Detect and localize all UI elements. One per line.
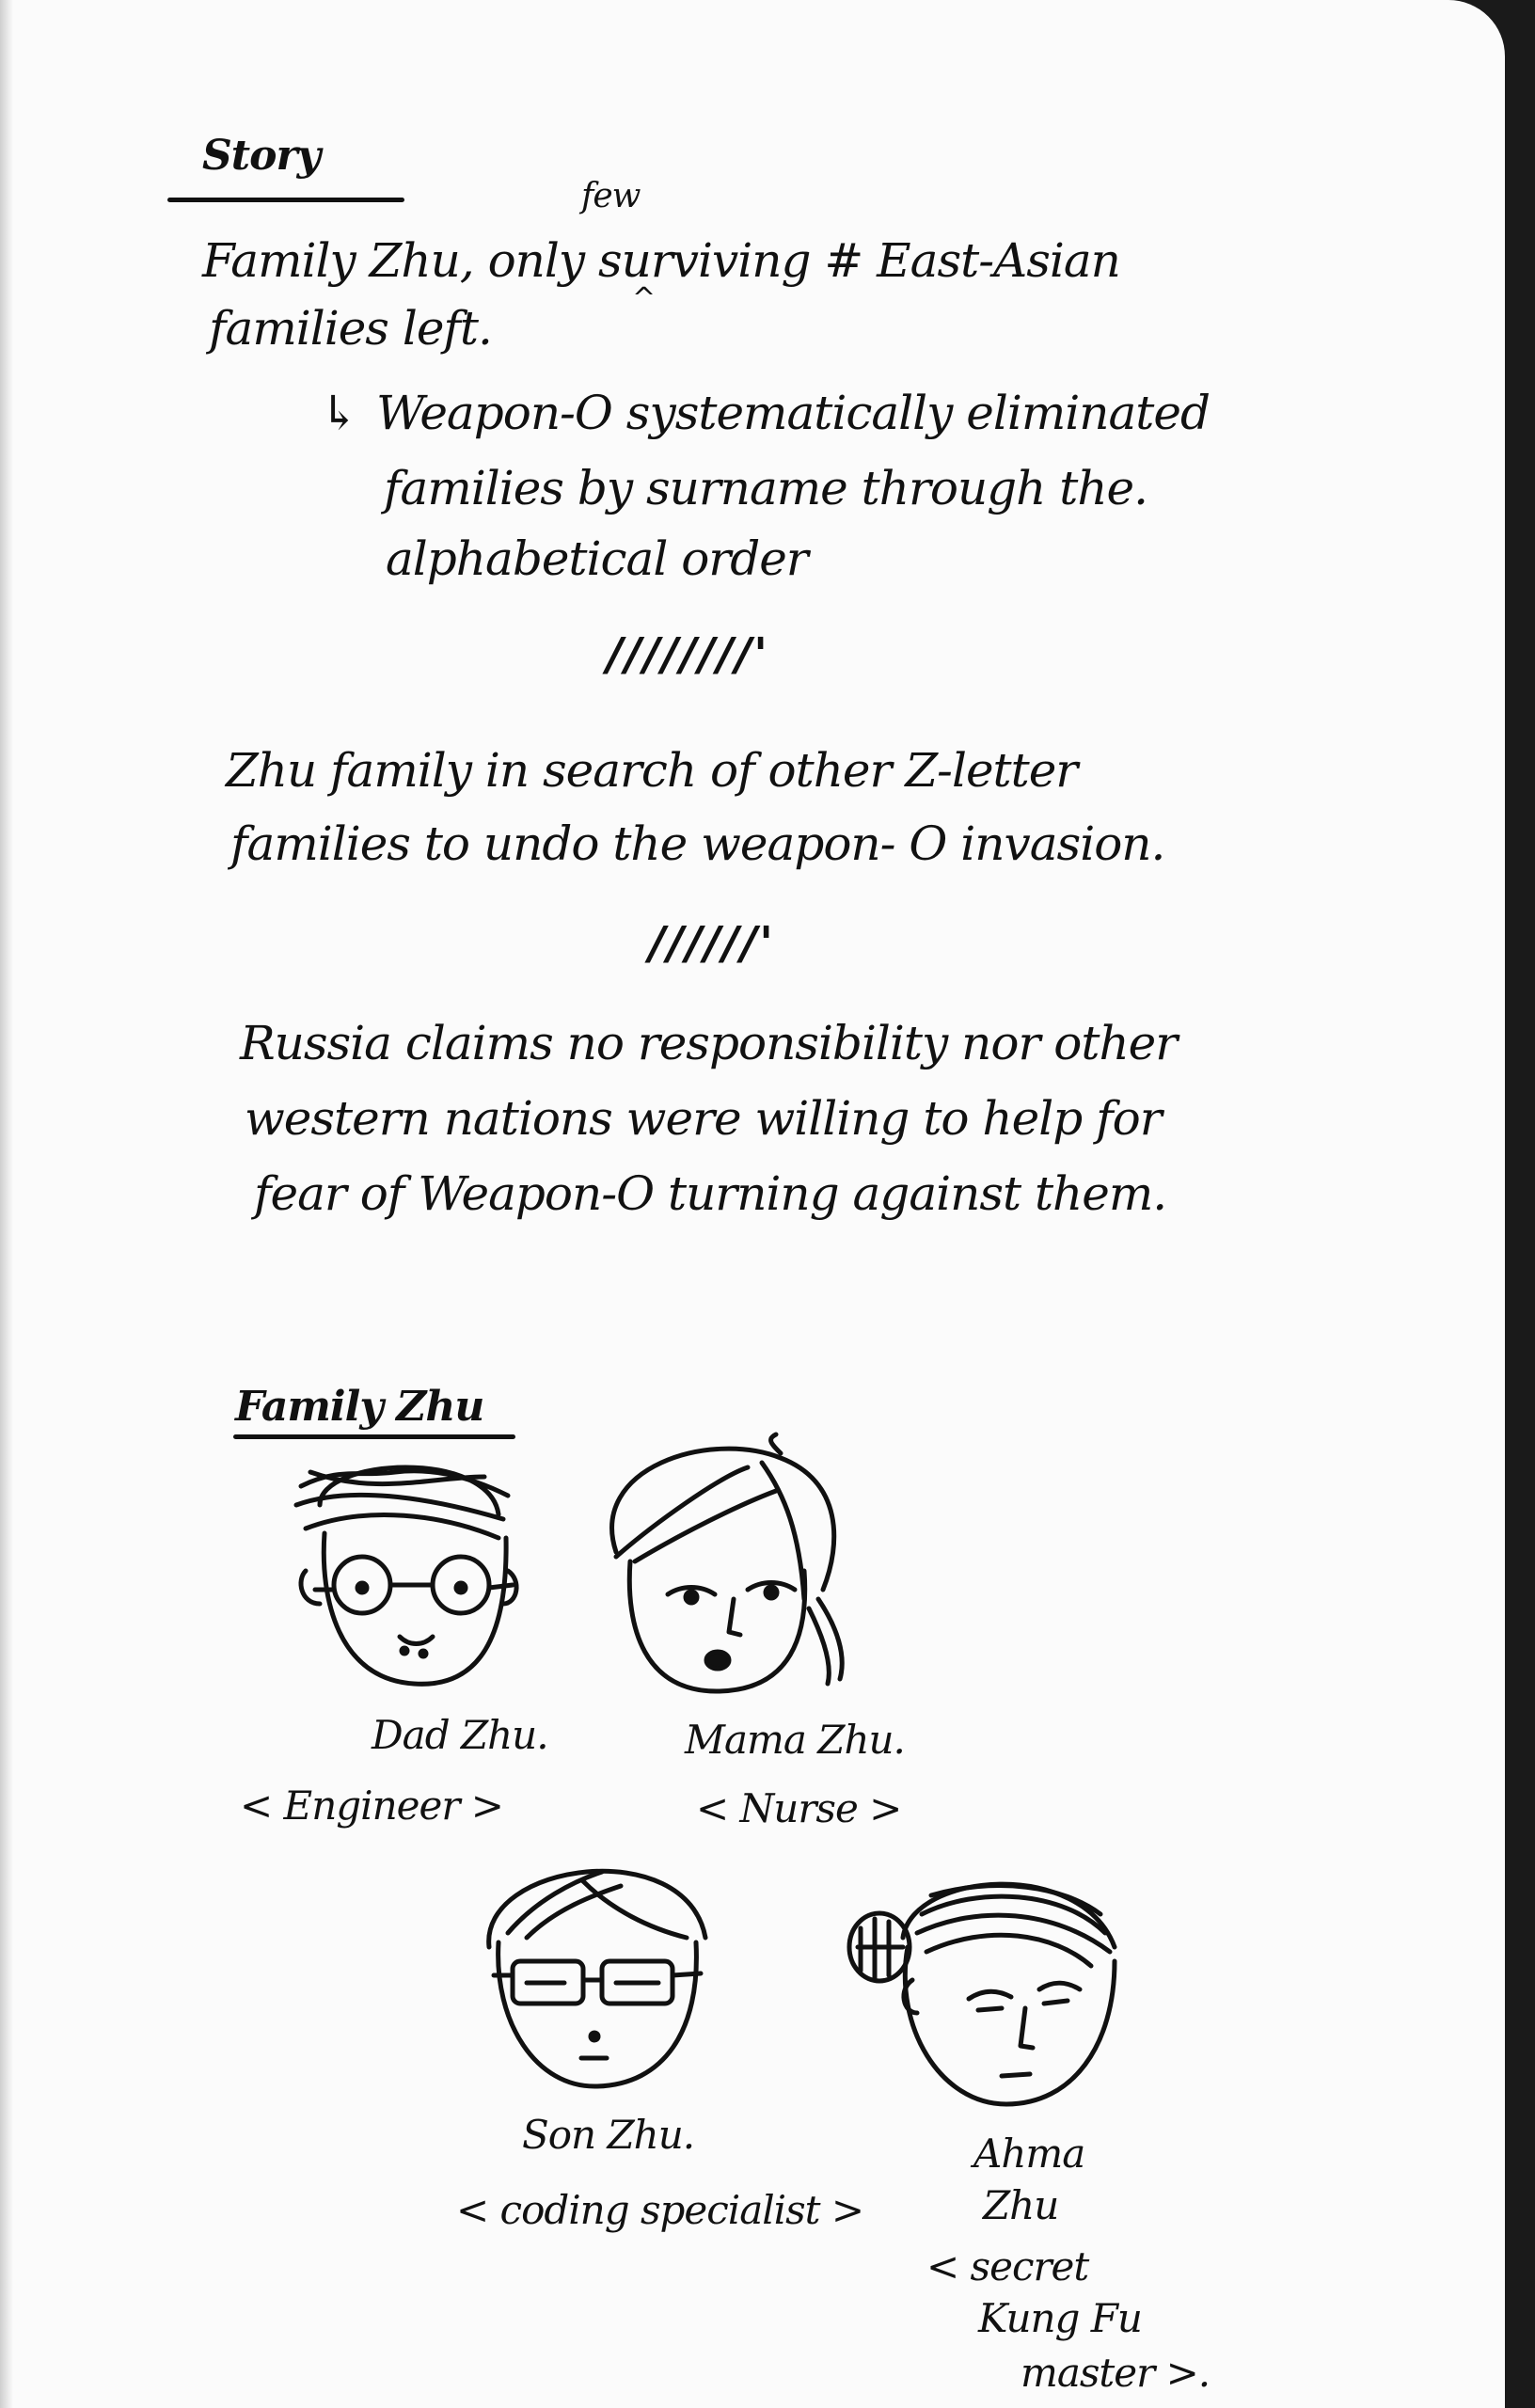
story-sub-line-1: Weapon-O systematically eliminated: [376, 386, 1210, 440]
story-sub-line-2: families by surname through the.: [384, 461, 1148, 515]
mama-portrait-icon: [578, 1439, 861, 1712]
story-heading-underline: [167, 198, 404, 202]
ahma-name-line-2: Zhu: [983, 2182, 1059, 2228]
dad-role: < Engineer >: [240, 1782, 503, 1829]
mama-name: Mama Zhu.: [685, 1717, 905, 1763]
family-heading-underline: [233, 1434, 515, 1439]
ahma-role-line-3: master >.: [1021, 2350, 1211, 2396]
insert-caret: ^: [632, 282, 657, 315]
para2-line-2: families to undo the weapon- O invasion.: [230, 816, 1165, 871]
story-sub-line-3: alphabetical order: [386, 531, 808, 586]
separator-1: ////////': [607, 628, 769, 681]
son-portrait-icon: [470, 1844, 724, 2098]
dad-name: Dad Zhu.: [372, 1712, 548, 1758]
mama-role: < Nurse >: [696, 1785, 902, 1831]
para3-line-3: fear of Weapon-O turning against them.: [254, 1166, 1167, 1221]
ahma-name-line-1: Ahma: [973, 2131, 1085, 2177]
son-role: < coding specialist >: [456, 2187, 864, 2233]
story-heading: Story: [202, 132, 321, 180]
page-edge: [0, 0, 13, 2408]
ahma-role-line-1: < secret: [926, 2243, 1089, 2289]
ahma-portrait-icon: [837, 1858, 1138, 2121]
arrow-icon: ↳: [320, 386, 358, 440]
story-line-1: Family Zhu, only surviving # East-Asian: [202, 233, 1120, 288]
son-name: Son Zhu.: [522, 2112, 695, 2158]
para2-line-1: Zhu family in search of other Z-letter: [226, 743, 1078, 798]
dad-portrait-icon: [282, 1449, 536, 1712]
separator-2: //////': [649, 917, 775, 970]
para3-line-1: Russia claims no responsibility nor other: [240, 1016, 1178, 1070]
para3-line-2: western nations were willing to help for: [245, 1091, 1162, 1146]
ahma-role-line-2: Kung Fu: [978, 2295, 1142, 2341]
family-heading: Family Zhu: [235, 1383, 484, 1431]
inserted-word: few: [581, 177, 641, 215]
story-line-2: families left.: [209, 301, 492, 356]
